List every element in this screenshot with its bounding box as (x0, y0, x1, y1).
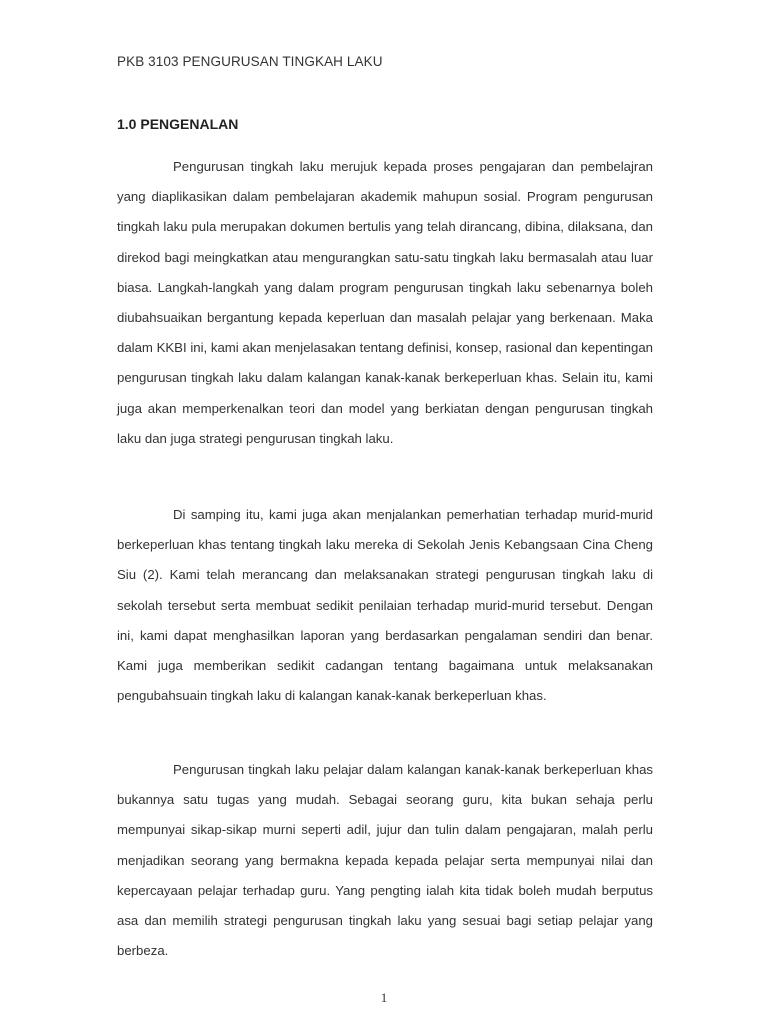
paragraph-introduction: Pengurusan tingkah laku merujuk kepada proses pengajaran dan pembelajran yang diaplikasikan dalam pembelajaran akademik mahupun sosial. Program pengurusan tingkah laku pula merupakan dokumen bertulis yang telah dirancang, dibina, dilaksana, dan direkod bagi meingkatkan atau mengurangkan satu-satu tingkah laku bermasalah atau luar biasa. Langkah-langkah yang dalam program pengurusan tingkah laku sebenarnya boleh diubahsuaikan bergantung kepada keperluan dan masalah pelajar yang berkenaan. Maka dalam KKBI ini, kami akan menjelasakan tentang definisi, konsep, rasional dan kepentingan pengurusan tingkah laku dalam kalangan kanak-kanak berkeperluan khas. Selain itu, kami juga akan memperkenalkan teori dan model yang berkiatan dengan pengurusan tingkah laku dan juga strategi pengurusan tingkah laku. (117, 159, 653, 446)
running-header: PKB 3103 PENGURUSAN TINGKAH LAKU (117, 54, 383, 69)
paragraph-observation: Di samping itu, kami juga akan menjalankan pemerhatian terhadap murid-murid berkeperluan khas tentang tingkah laku mereka di Sekolah Jenis Kebangsaan Cina Cheng Siu (2). Kami telah merancang dan melaksanakan strategi pengurusan tingkah laku di sekolah tersebut serta membuat sedikit penilaian terhadap murid-murid tersebut. Dengan ini, kami dapat menghasilkan laporan yang berdasarkan pengalaman sendiri dan benar. Kami juga memberikan sedikit cadangan tentang bagaimana untuk melaksanakan pengubahsuain tingkah laku di kalangan kanak-kanak berkeperluan khas. (117, 507, 653, 704)
page-number: 1 (380, 990, 388, 1005)
section-heading: 1.0 PENGENALAN (117, 116, 239, 132)
paragraph-teacher-role: Pengurusan tingkah laku pelajar dalam kalangan kanak-kanak berkeperluan khas bukannya satu tugas yang mudah. Sebagai seorang guru, kita bukan sehaja perlu mempunyai sikap-sikap murni seperti adil, jujur dan tulin dalam pengajaran, malah perlu menjadikan seorang yang bermakna kepada kepada pelajar serta mempunyai nilai dan kepercayaan pelajar terhadap guru. Yang pengting ialah kita tidak boleh mudah berputus asa dan memilih strategi pengurusan tingkah laku yang sesuai bagi setiap pelajar yang berbeza. (117, 762, 653, 959)
